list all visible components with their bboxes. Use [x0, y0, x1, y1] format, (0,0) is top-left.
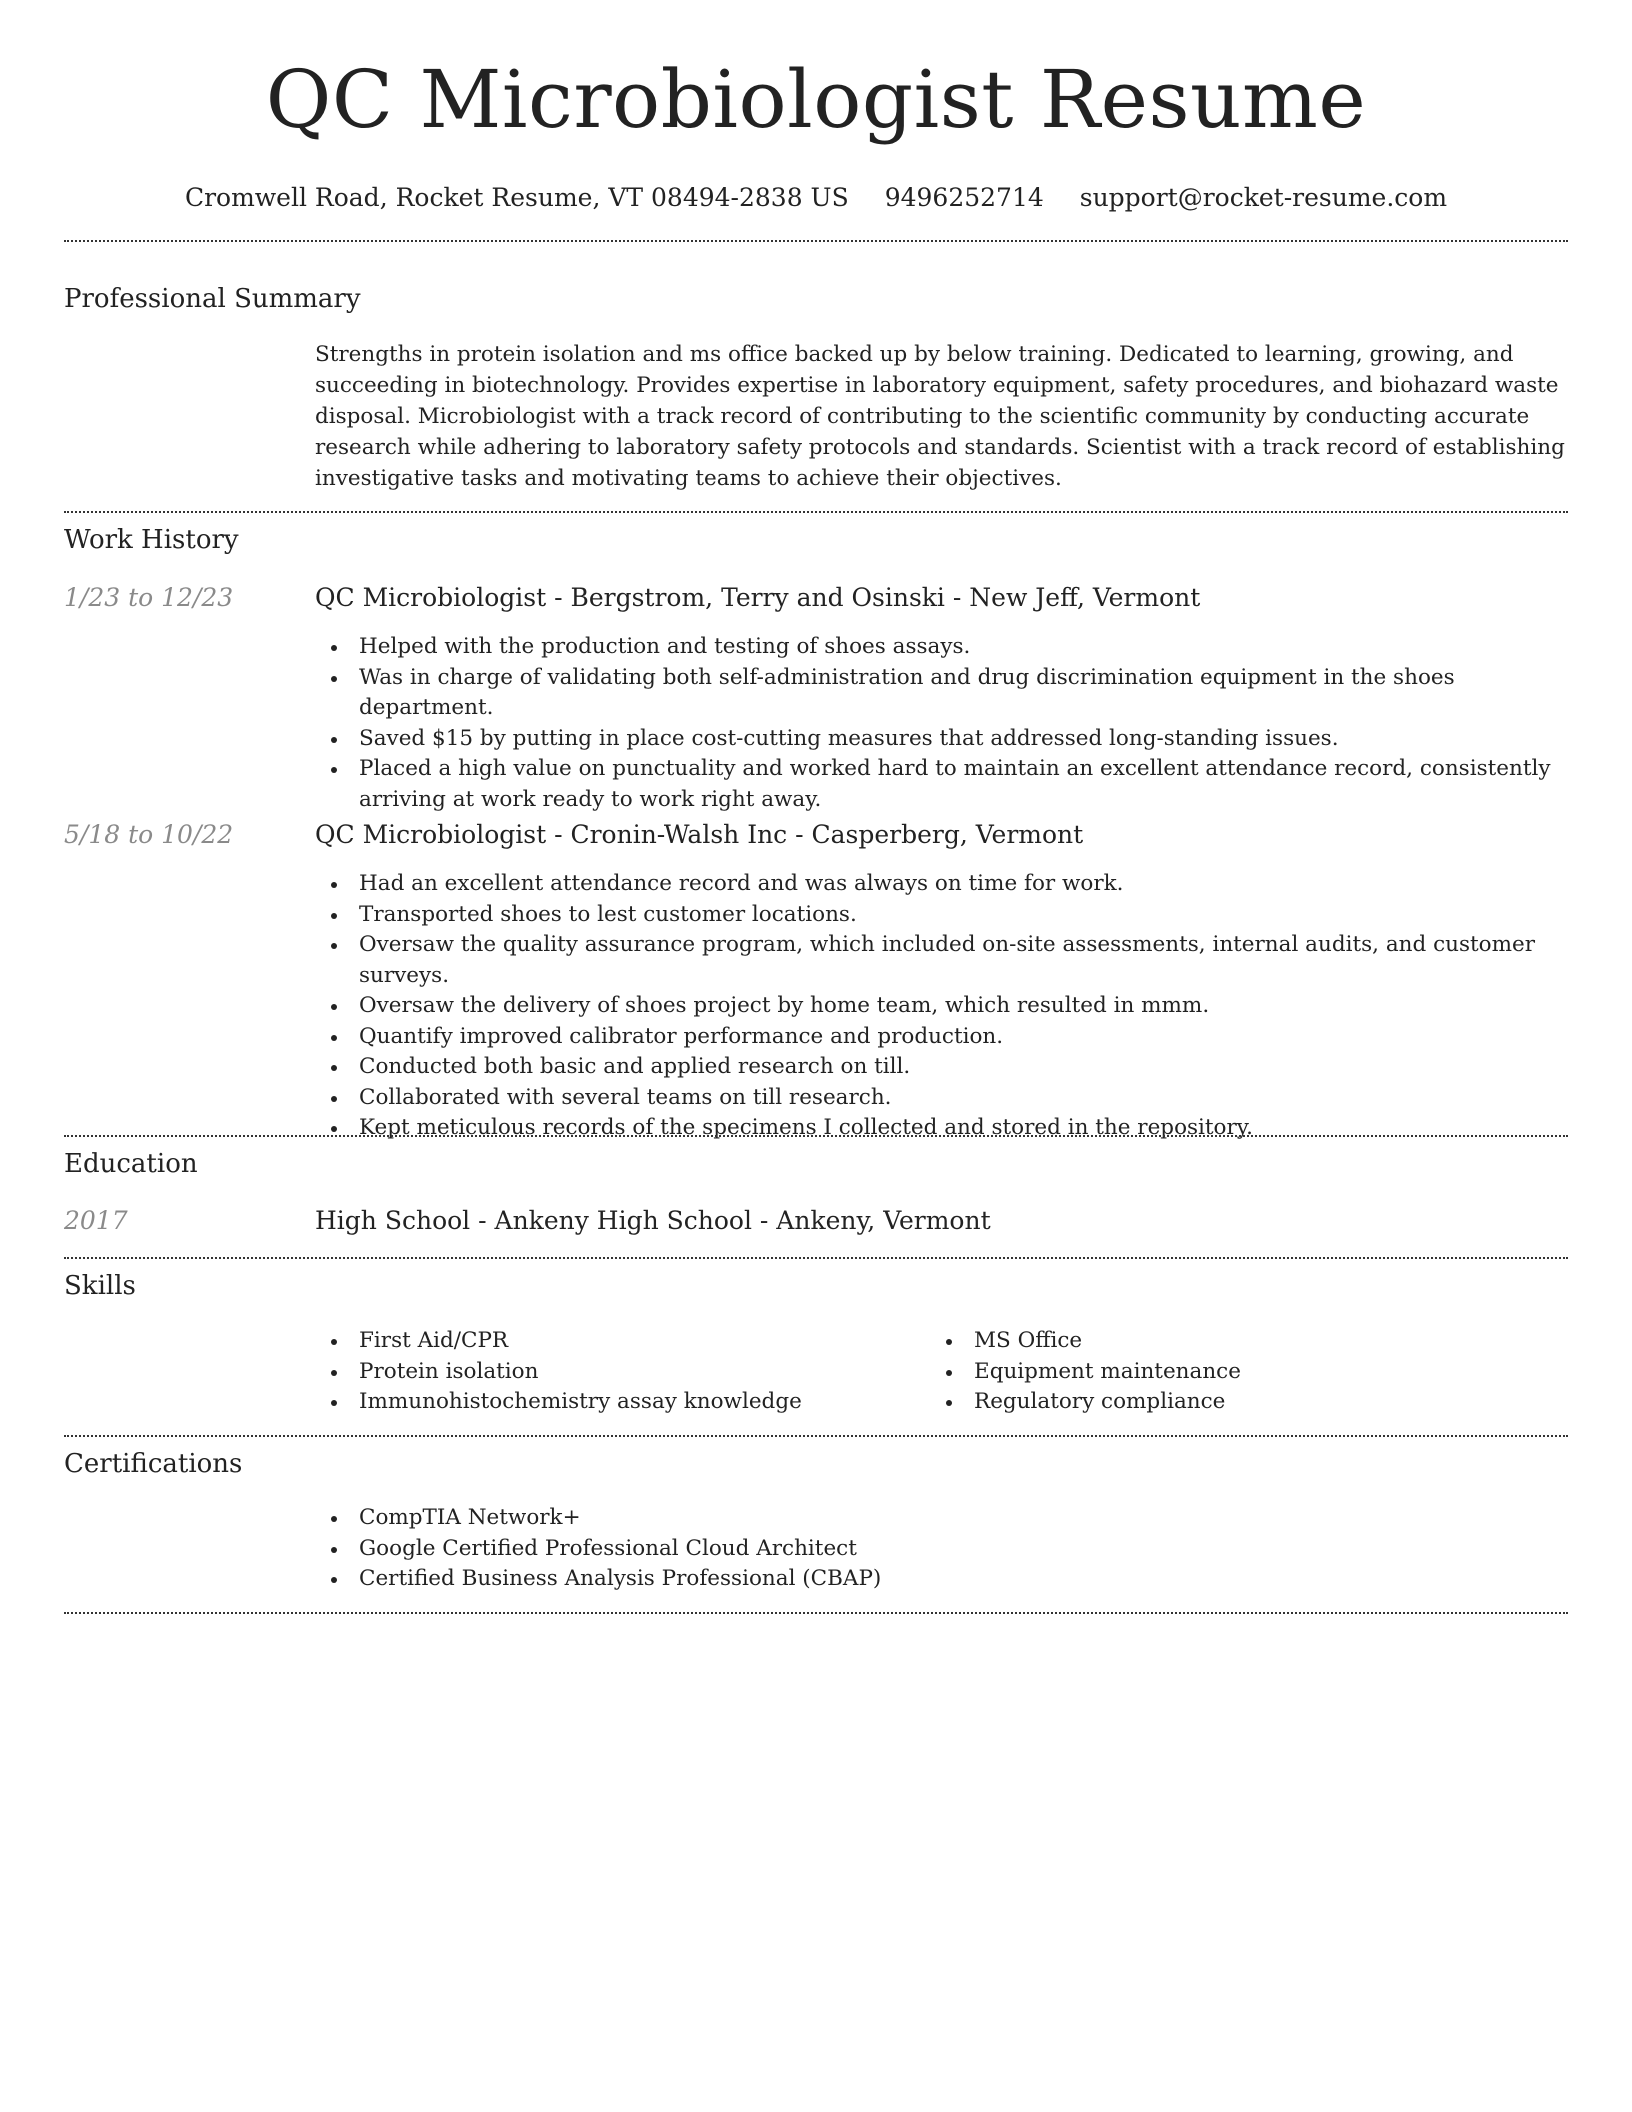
- divider: [64, 1135, 1568, 1137]
- list-item: Had an excellent attendance record and was always on time for work.: [315, 869, 1570, 900]
- divider: [64, 240, 1568, 242]
- list-item: CompTIA Network+: [315, 1503, 1570, 1534]
- list-item: Collaborated with several teams on till research.: [315, 1083, 1570, 1114]
- section-title-skills: Skills: [64, 1271, 136, 1301]
- list-item: Oversaw the delivery of shoes project by home team, which resulted in mmm.: [315, 991, 1570, 1022]
- job-dates: 5/18 to 10/22: [64, 820, 234, 849]
- job-dates: 1/23 to 12/23: [64, 583, 234, 612]
- list-item: First Aid/CPR: [315, 1326, 915, 1357]
- contact-line: [0, 182, 1632, 214]
- list-item: Conducted both basic and applied research on till.: [315, 1052, 1570, 1083]
- section-title-certifications: Certifications: [64, 1449, 243, 1479]
- list-item: Kept meticulous records of the specimens I collected and stored in the repository.: [315, 1113, 1570, 1144]
- contact-phone: 9496252714: [884, 183, 1044, 212]
- page-title: QC Microbiologist Resume: [265, 53, 1367, 146]
- list-item: Quantify improved calibrator performance and production.: [315, 1022, 1570, 1053]
- list-item: Transported shoes to lest customer locations.: [315, 900, 1570, 931]
- list-item: Was in charge of validating both self-administration and drug discrimination equipment in the shoes department.: [315, 663, 1570, 724]
- divider: [64, 1612, 1568, 1614]
- list-item: Saved $15 by putting in place cost-cutting measures that addressed long-standing issues.: [315, 724, 1570, 755]
- list-item: Placed a high value on punctuality and worked hard to maintain an excellent attendance record, consistently arriving at work ready to work right away.: [315, 754, 1570, 815]
- contact-email: support@rocket-resume.com: [1079, 183, 1448, 212]
- list-item: Immunohistochemistry assay knowledge: [315, 1387, 915, 1418]
- list-item: Certified Business Analysis Professional (CBAP): [315, 1564, 1570, 1595]
- section-title-education: Education: [64, 1149, 198, 1179]
- skills-list-right: [930, 1326, 1530, 1418]
- list-item: Helped with the production and testing of shoes assays.: [315, 632, 1570, 663]
- job-bullets: [315, 632, 1570, 815]
- certifications-list: [315, 1503, 1570, 1595]
- job-bullets: [315, 869, 1570, 1144]
- divider: [64, 1257, 1568, 1259]
- education-entry: High School - Ankeny High School - Ankeny, Vermont: [315, 1206, 991, 1235]
- list-item: Regulatory compliance: [930, 1387, 1530, 1418]
- contact-address: Cromwell Road, Rocket Resume, VT 08494-2838 US: [184, 183, 849, 212]
- divider: [64, 511, 1568, 513]
- summary-text: Strengths in protein isolation and ms office backed up by below training. Dedicated to learning, growing, and succeeding in biotechnology. Provides expertise in laboratory equipment, safety procedures, and biohazard waste disposal. Microbiologist with a track record of contributing to the scientific community by conducting accurate research while adhering to laboratory safety protocols and standards. Scientist with a track record of establishing investigative tasks and motivating teams to achieve their objectives.: [315, 342, 1565, 491]
- job-title: QC Microbiologist - Bergstrom, Terry and Osinski - New Jeff, Vermont: [315, 583, 1201, 612]
- list-item: Google Certified Professional Cloud Architect: [315, 1534, 1570, 1565]
- list-item: MS Office: [930, 1326, 1530, 1357]
- list-item: Equipment maintenance: [930, 1357, 1530, 1388]
- skills-list-left: [315, 1326, 915, 1418]
- resume-header: [0, 0, 1632, 214]
- job-title: QC Microbiologist - Cronin-Walsh Inc - Casperberg, Vermont: [315, 820, 1084, 849]
- divider: [64, 1435, 1568, 1437]
- section-title-work: Work History: [64, 525, 239, 555]
- section-title-summary: Professional Summary: [64, 284, 361, 314]
- list-item: Protein isolation: [315, 1357, 915, 1388]
- education-year: 2017: [64, 1206, 128, 1235]
- list-item: Oversaw the quality assurance program, which included on-site assessments, internal audits, and customer surveys.: [315, 930, 1570, 991]
